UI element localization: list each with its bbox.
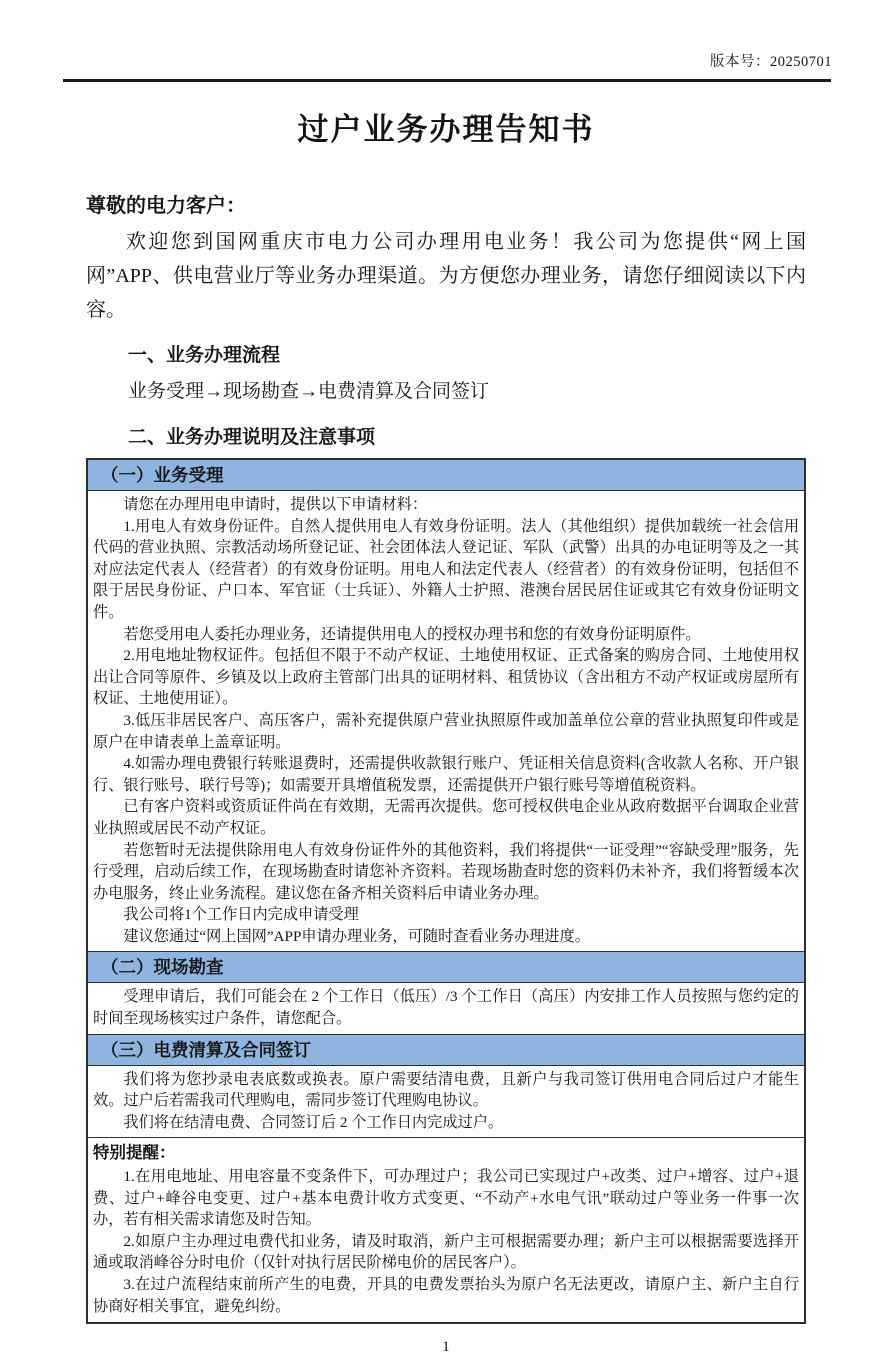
special-reminder-content xyxy=(93,1166,799,1317)
paragraph: 3.低压非居民客户、高压客户，需补充提供原户营业执照原件或加盖单位公章的营业执照复印件或是原户在申请表单上盖章证明。 xyxy=(93,711,799,751)
greeting: 尊敬的电力客户： xyxy=(86,195,246,217)
paragraph: 2.如原户主办理过电费代扣业务，请及时取消，新户主可根据需要办理；新户主可以根据需要选择开通或取消峰谷分时电价（仅针对执行居民阶梯电价的居民客户）。 xyxy=(93,1232,799,1272)
page-title: 过户业务办理告知书 xyxy=(297,112,595,147)
paragraph: 受理申请后，我们可能会在 2 个工作日（低压）/3 个工作日（高压）内安排工作人员按照与您约定的时间至现场核实过户条件，请您配合。 xyxy=(93,988,799,1028)
paragraph: 请您在办理用电申请时，提供以下申请材料： xyxy=(123,496,428,513)
special-reminder-label: 特别提醒： xyxy=(93,1143,176,1163)
paragraph: 3.在过户流程结束前所产生的电费，开具的电费发票抬头为原户名无法更改，请原户主、新户主自行协商好相关事宜，避免纠纷。 xyxy=(93,1276,799,1315)
table-header-survey: （二）现场勘查 xyxy=(88,951,804,983)
document-body xyxy=(0,189,892,1356)
paragraph: 4.如需办理电费银行转账退费时，还需提供收款银行账户、凭证相关信息资料(含收款人名称、开户银行、银行账号、联行号等)；如需要开具增值税发票，还需提供开户银行账号等增值税资料。 xyxy=(93,755,799,794)
paragraph: 1.用电人有效身份证件。自然人提供用电人有效身份证明。法人（其他组织）提供加载统一社会信用代码的营业执照、宗教活动场所登记证、社会团体法人登记证、军队（武警）出具的办电证明等及之一其对应法定代表人（经营者）的有效身份证明。用电人和法定代表人（经营者）的有效身份证明，包括但不限于居民身份证、户口本、军官证（士兵证）、外籍人士护照、港澳台居民居住证或其它有效身份证明文件。 xyxy=(93,517,799,621)
paragraph: 建议您通过“网上国网”APP申请办理业务，可随时查看业务办理进度。 xyxy=(123,927,590,945)
heading-notes: 二、业务办理说明及注意事项 xyxy=(128,427,376,448)
heading-process-flow: 一、业务办理流程 xyxy=(128,345,281,366)
paragraph: 1.在用电地址、用电容量不变条件下，可办理过户；我公司已实现过户+改类、过户+增容、过户+退费、过户+峰谷电变更、过户+基本电费计收方式变更、“不动产+水电气讯”联动过户等业务一件事一次办，若有相关需求请您及时告知。 xyxy=(93,1168,799,1229)
table-content-survey xyxy=(88,983,804,1033)
notice-table xyxy=(86,458,806,1324)
table-header-settlement: （三）电费清算及合同签订 xyxy=(88,1034,804,1066)
paragraph: 已有客户资料或资质证件尚在有效期，无需再次提供。您可授权供电企业从政府数据平台调取企业营业执照或居民不动产权证。 xyxy=(93,798,799,837)
table-content-settlement xyxy=(88,1066,804,1138)
paragraph: 2.用电地址物权证件。包括但不限于不动产权证、土地使用权证、正式备案的购房合同、土地使用权出让合同等原件、乡镇及以上政府主管部门出具的证明材料、租赁协议（含出租方不动产权证或房屋所有权证、土地使用证）。 xyxy=(93,647,799,708)
table-content-acceptance xyxy=(88,491,804,951)
version-label: 版本号：20250701 xyxy=(710,54,832,70)
header-rule xyxy=(63,79,831,82)
paragraph: 我们将在结清电费、合同签订后 2 个工作日内完成过户。 xyxy=(123,1113,504,1131)
process-flow-text: 业务受理→现场勘查→电费清算及合同签订 xyxy=(128,381,490,402)
paragraph: 我公司将1个工作日内完成申请受理 xyxy=(123,906,359,924)
paragraph: 我们将为您抄录电表底数或换表。原户需要结清电费，且新户与我司签订供用电合同后过户才能生效。过户后若需我司代理购电，需同步签订代理购电协议。 xyxy=(93,1070,799,1110)
paragraph: 若您暂时无法提供除用电人有效身份证件外的其他资料，我们将提供“一证受理”“容缺受理”服务，先行受理，启动后续工作，在现场勘查时请您补齐资料。若现场勘查时您的资料仍未补齐，我们将暂缓本次办电服务，终止业务流程。建议您在备齐相关资料后申请业务办理。 xyxy=(93,841,799,902)
page-number: 1 xyxy=(442,1339,450,1356)
table-header-acceptance: （一）业务受理 xyxy=(88,460,804,491)
paragraph: 若您受用电人委托办理业务，还请提供用电人的授权办理书和您的有效身份证明原件。 xyxy=(123,625,701,643)
table-row-special-reminder xyxy=(88,1137,804,1322)
intro-paragraph: 欢迎您到国网重庆市电力公司办理用电业务！我公司为您提供“网上国网”APP、供电营业厅等业务办理渠道。为方便您办理业务，请您仔细阅读以下内容。 xyxy=(86,231,806,321)
